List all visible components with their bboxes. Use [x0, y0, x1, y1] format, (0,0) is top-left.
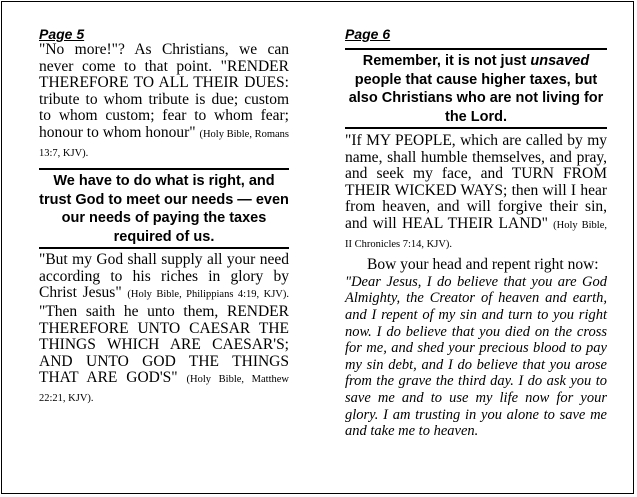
page-5: [39, 26, 289, 408]
paragraph-romans: [39, 42, 289, 162]
romans-reference: (Holy Bible, Romans 13:7, KJV).: [39, 128, 290, 159]
callout-emphasis: unsaved: [530, 53, 590, 69]
callout-trust-god: We have to do what is right, and trust God to meet our needs — even our needs of paying the taxes required of us.: [39, 168, 289, 249]
chronicles-reference: (Holy Bible, II Chronicles 7:14, KJV).: [345, 219, 607, 250]
callout-text-end: people that cause higher taxes, but also Christians who are not living for the Lord.: [348, 71, 604, 125]
matthew-reference: (Holy Bible, Matthew 22:21, KJV).: [39, 374, 289, 404]
callout-text-start: Remember, it is not just: [362, 53, 527, 69]
romans-quote: "No more!"? As Christians, we can never come to that point. "RENDER THEREFORE TO ALL THEIR DUES: tribute to whom tribute is due; custom to whom custom; fear to whom fear; honour to whom honour": [39, 41, 289, 141]
paragraph-philippians-matthew: [39, 252, 289, 407]
callout-remember: [345, 48, 607, 129]
philippians-reference: (Holy Bible, Philippians 4:19, KJV).: [127, 289, 289, 301]
paragraph-prayer-intro: Bow your head and repent right now:: [367, 256, 599, 274]
prayer-text: "Dear Jesus, I do believe that you are God Almighty, the Creator of heaven and earth, and I repent of my sin and turn to you right now. I do believe that you died on the cross for me, and shed your precious blood to pay my sin debt, and I do believe that you arose from the grave the third day. I do ask you to save me and to use my life now for your glory. I am trusting in you alone to save me and take me to heaven.: [345, 273, 607, 440]
page-6: [345, 26, 607, 440]
page-number: Page 5: [39, 26, 85, 42]
philippians-quote: "But my God shall supply all your need according to his riches in glory by Christ Jesus": [39, 251, 289, 302]
page-number: Page 6: [345, 26, 391, 42]
chronicles-quote: "If MY PEOPLE, which are called by my name, shall humble themselves, and pray, and seek my face, and TURN FROM THEIR WICKED WAYS; then will I hear from heaven, and will forgive their sin, and will HEAL THEIR LAND": [345, 132, 607, 232]
paragraph-chronicles: [345, 133, 607, 253]
matthew-quote: "Then saith he unto them, RENDER THEREFORE UNTO CAESAR THE THINGS WHICH ARE CAESAR'S; AND UNTO GOD THE THINGS THAT ARE GOD'S": [39, 302, 289, 387]
